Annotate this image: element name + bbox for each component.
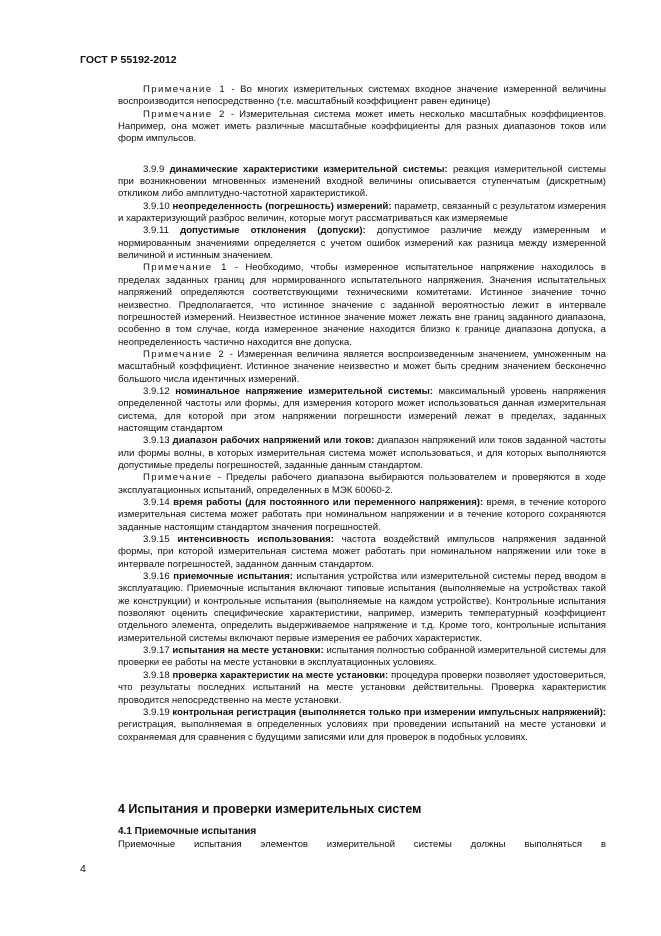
note-paragraph: Примечание - Пределы рабочего диапазона выбираются пользователем и проверяются в ходе эксплуатационных испытаний, определенных в МЭК 60060-2. xyxy=(118,472,606,496)
section-body-text: Приемочные испытания элементов измерительной системы должны выполняться в xyxy=(118,839,606,850)
definition-3-9-12: 3.9.12 номинальное напряжение измерительной системы: максимальный уровень напряжения определенной частоты или формы, для измерения которого может использоваться данная измерительная система, для которой при этом напряжении погрешности измерений лежат в пределах, заданных настоящим стандартом xyxy=(118,385,606,434)
definition-3-9-9: 3.9.9 динамические характеристики измерительной системы: реакция измерительной системы при возникновении мгновенных изменений входной величины описывается ступенчатым (дискретным) откликом либо амплитудно-частотной характеристикой. xyxy=(118,163,607,200)
body-text xyxy=(118,84,606,744)
definition-3-9-15: 3.9.15 интенсивность использования: частота воздействий импульсов напряжения заданной формы, при которой измерительная система может работать при номинальном напряжении или токе в интервале погрешностей, заданном данным стандартом. xyxy=(118,534,606,570)
subsection-heading: 4.1 Приемочные испытания xyxy=(118,826,257,837)
page-number: 4 xyxy=(80,863,86,875)
note-paragraph: Примечание 1 - Во многих измерительных системах входное значение измеренной величины воспроизводится непосредственно (т.е. масштабный коэффициент равен единице) xyxy=(118,84,606,108)
section-heading: 4 Испытания и проверки измерительных систем xyxy=(118,802,422,816)
definition-3-9-17: 3.9.17 испытания на месте установки: испытания полностью собранной измерительной системы для проверки ее работы на месте установки в эксплуатационных условиях. xyxy=(118,645,606,669)
definition-3-9-14: 3.9.14 время работы (для постоянного или переменного напряжения): время, в течение которого измерительная система может работать при номинальном напряжении и в течение которого сохраняются заданные настоящим стандартом значения погрешностей. xyxy=(118,497,606,533)
note-paragraph: Примечание 2 - Измерительная система может иметь несколько масштабных коэффициентов. Например, она может иметь различные масштабные коэффициенты для разных диапазонов токов или форм импульсов. xyxy=(118,108,606,145)
note-paragraph: Примечание 2 - Измеренная величина является воспроизведенным значением, умноженным на масштабный коэффициент. Истинное значение неизвестно и может быть средним значением бесконечно большого числа идентичных измерений. xyxy=(118,348,606,385)
definition-3-9-18: 3.9.18 проверка характеристик на месте установки: процедура проверки позволяет удостовериться, что результаты последних испытаний на месте установки действительны. Проверка характеристик проводится непосредственно на месте установки. xyxy=(118,669,606,706)
definition-3-9-19: 3.9.19 контрольная регистрация (выполняется только при измерении импульсных напряжений): регистрация, выполняемая в определенных условиях при проведении испытаний на месте установки и сохраняемая для сравнения с будущими записями или для проверок в подобных условиях. xyxy=(118,706,606,743)
note-paragraph: Примечание 1 - Необходимо, чтобы измеренное испытательное напряжение находилось в пределах заданных границ для нормированного испытательного напряжения. Значения испытательных напряжений определяются соответствующими техническими комитетами. Истинное значение точно неизвестно. Предполагается, что истинное значение с заданной вероятностью лежит в интервале погрешностей измерений. Неизвестное истинное значение может лежать вне границ заданного диапазона, особенно в том случае, когда измеренное значение находится близко к границе диапазона допуска, а неопределенность частично находится вне допуска. xyxy=(118,262,606,348)
standard-header: ГОСТ Р 55192-2012 xyxy=(80,54,177,66)
definition-3-9-10: 3.9.10 неопределенность (погрешность) измерений: параметр, связанный с результатом измерения и характеризующий разброс величин, которые могут рассматриваться как измеряемые xyxy=(118,200,606,225)
definition-3-9-16: 3.9.16 приемочные испытания: испытания устройства или измерительной системы перед вводом в эксплуатацию. Приемочные испытания включают типовые испытания (выполняемые на устройствах такой же конструкции) и контрольные испытания (выполняемые на каждом устройстве). Контрольные испытания позволяют оценить специфические характеристики, например, измерить температурный коэффициент отдельного элемента, определить выдерживаемое напряжение и т.д. Кроме того, контрольные испытания измерительной системы включают первые измерения ее рабочих характеристик. xyxy=(118,571,606,644)
definition-3-9-13: 3.9.13 диапазон рабочих напряжений или токов: диапазон напряжений или токов заданной частоты или формы волны, в которых измерительная система может использоваться, и для которых выполняются допустимые пределы погрешностей, заданные данным стандартом. xyxy=(118,435,606,471)
definition-3-9-11: 3.9.11 допустимые отклонения (допуски): допустимое различие между измеренным и нормированным значениями определяется с учетом ошибок измерений как разница между измеренной величиной и истинным значением. xyxy=(118,225,606,262)
